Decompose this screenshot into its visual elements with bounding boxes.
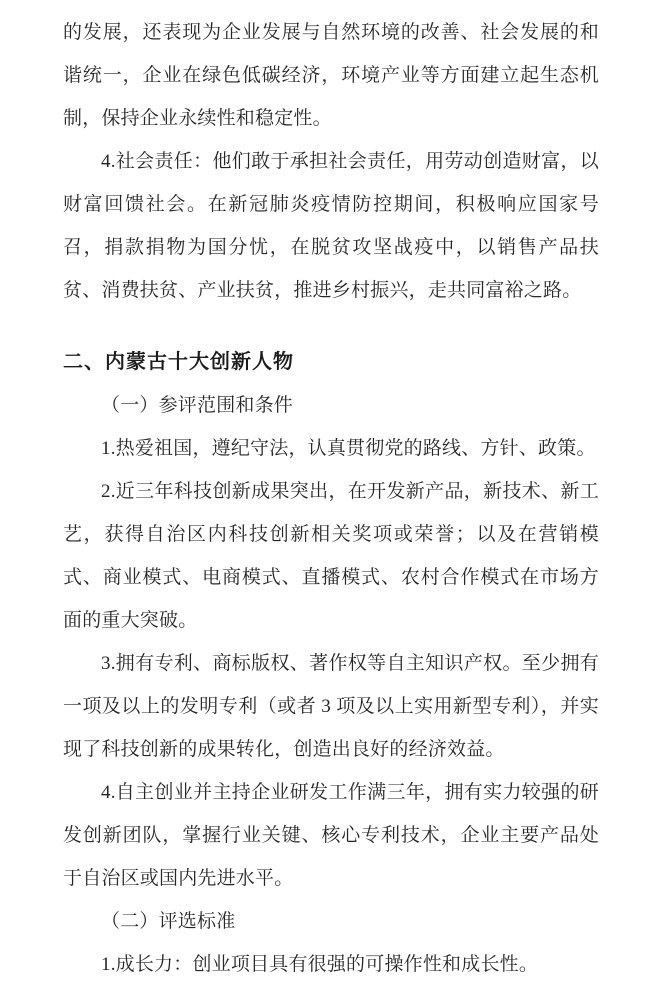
continued-paragraph: 的发展，还表现为企业发展与自然环境的改善、社会发展的和谐统一，企业在绿色低碳经济，环境产业等方面建立起生态机制，保持企业永续性和稳定性。 bbox=[63, 22, 599, 129]
condition-item-2: 2.近三年科技创新成果突出，在开发新产品，新技术、新工艺，获得自治区内科技创新相关奖项或荣誉；以及在营销模式、商业模式、电商模式、直播模式、农村合作模式在市场方面的重大突破。 bbox=[63, 481, 599, 631]
paragraph-social-responsibility: 4.社会责任：他们敢于承担社会责任，用劳动创造财富，以财富回馈社会。在新冠肺炎疫情防控期间，积极响应国家号召，捐款捐物为国分忧，在脱贫攻坚战疫中，以销售产品扶贫、消费扶贫、产业扶贫，推进乡村振兴，走共同富裕之路。 bbox=[63, 151, 599, 301]
criteria-item-1: 1.成长力：创业项目具有很强的可操作性和成长性。 bbox=[101, 954, 539, 975]
section-heading-inner-mongolia-top-ten-innovators: 二、内蒙古十大创新人物 bbox=[63, 351, 294, 373]
subsection-heading-scope-and-conditions: （一）参评范围和条件 bbox=[101, 395, 294, 416]
condition-item-1: 1.热爱祖国，遵纪守法，认真贯彻党的路线、方针、政策。 bbox=[101, 438, 596, 459]
condition-item-4: 4.自主创业并主持企业研发工作满三年，拥有实力较强的研发创新团队，掌握行业关键、核心专利技术，企业主要产品处于自治区或国内先进水平。 bbox=[63, 782, 599, 889]
subsection-heading-selection-criteria: （二）评选标准 bbox=[101, 911, 236, 932]
condition-item-3: 3.拥有专利、商标版权、著作权等自主知识产权。至少拥有一项及以上的发明专利（或者 3 项及以上实用新型专利），并实现了科技创新的成果转化，创造出良好的经济效益。 bbox=[63, 653, 599, 760]
